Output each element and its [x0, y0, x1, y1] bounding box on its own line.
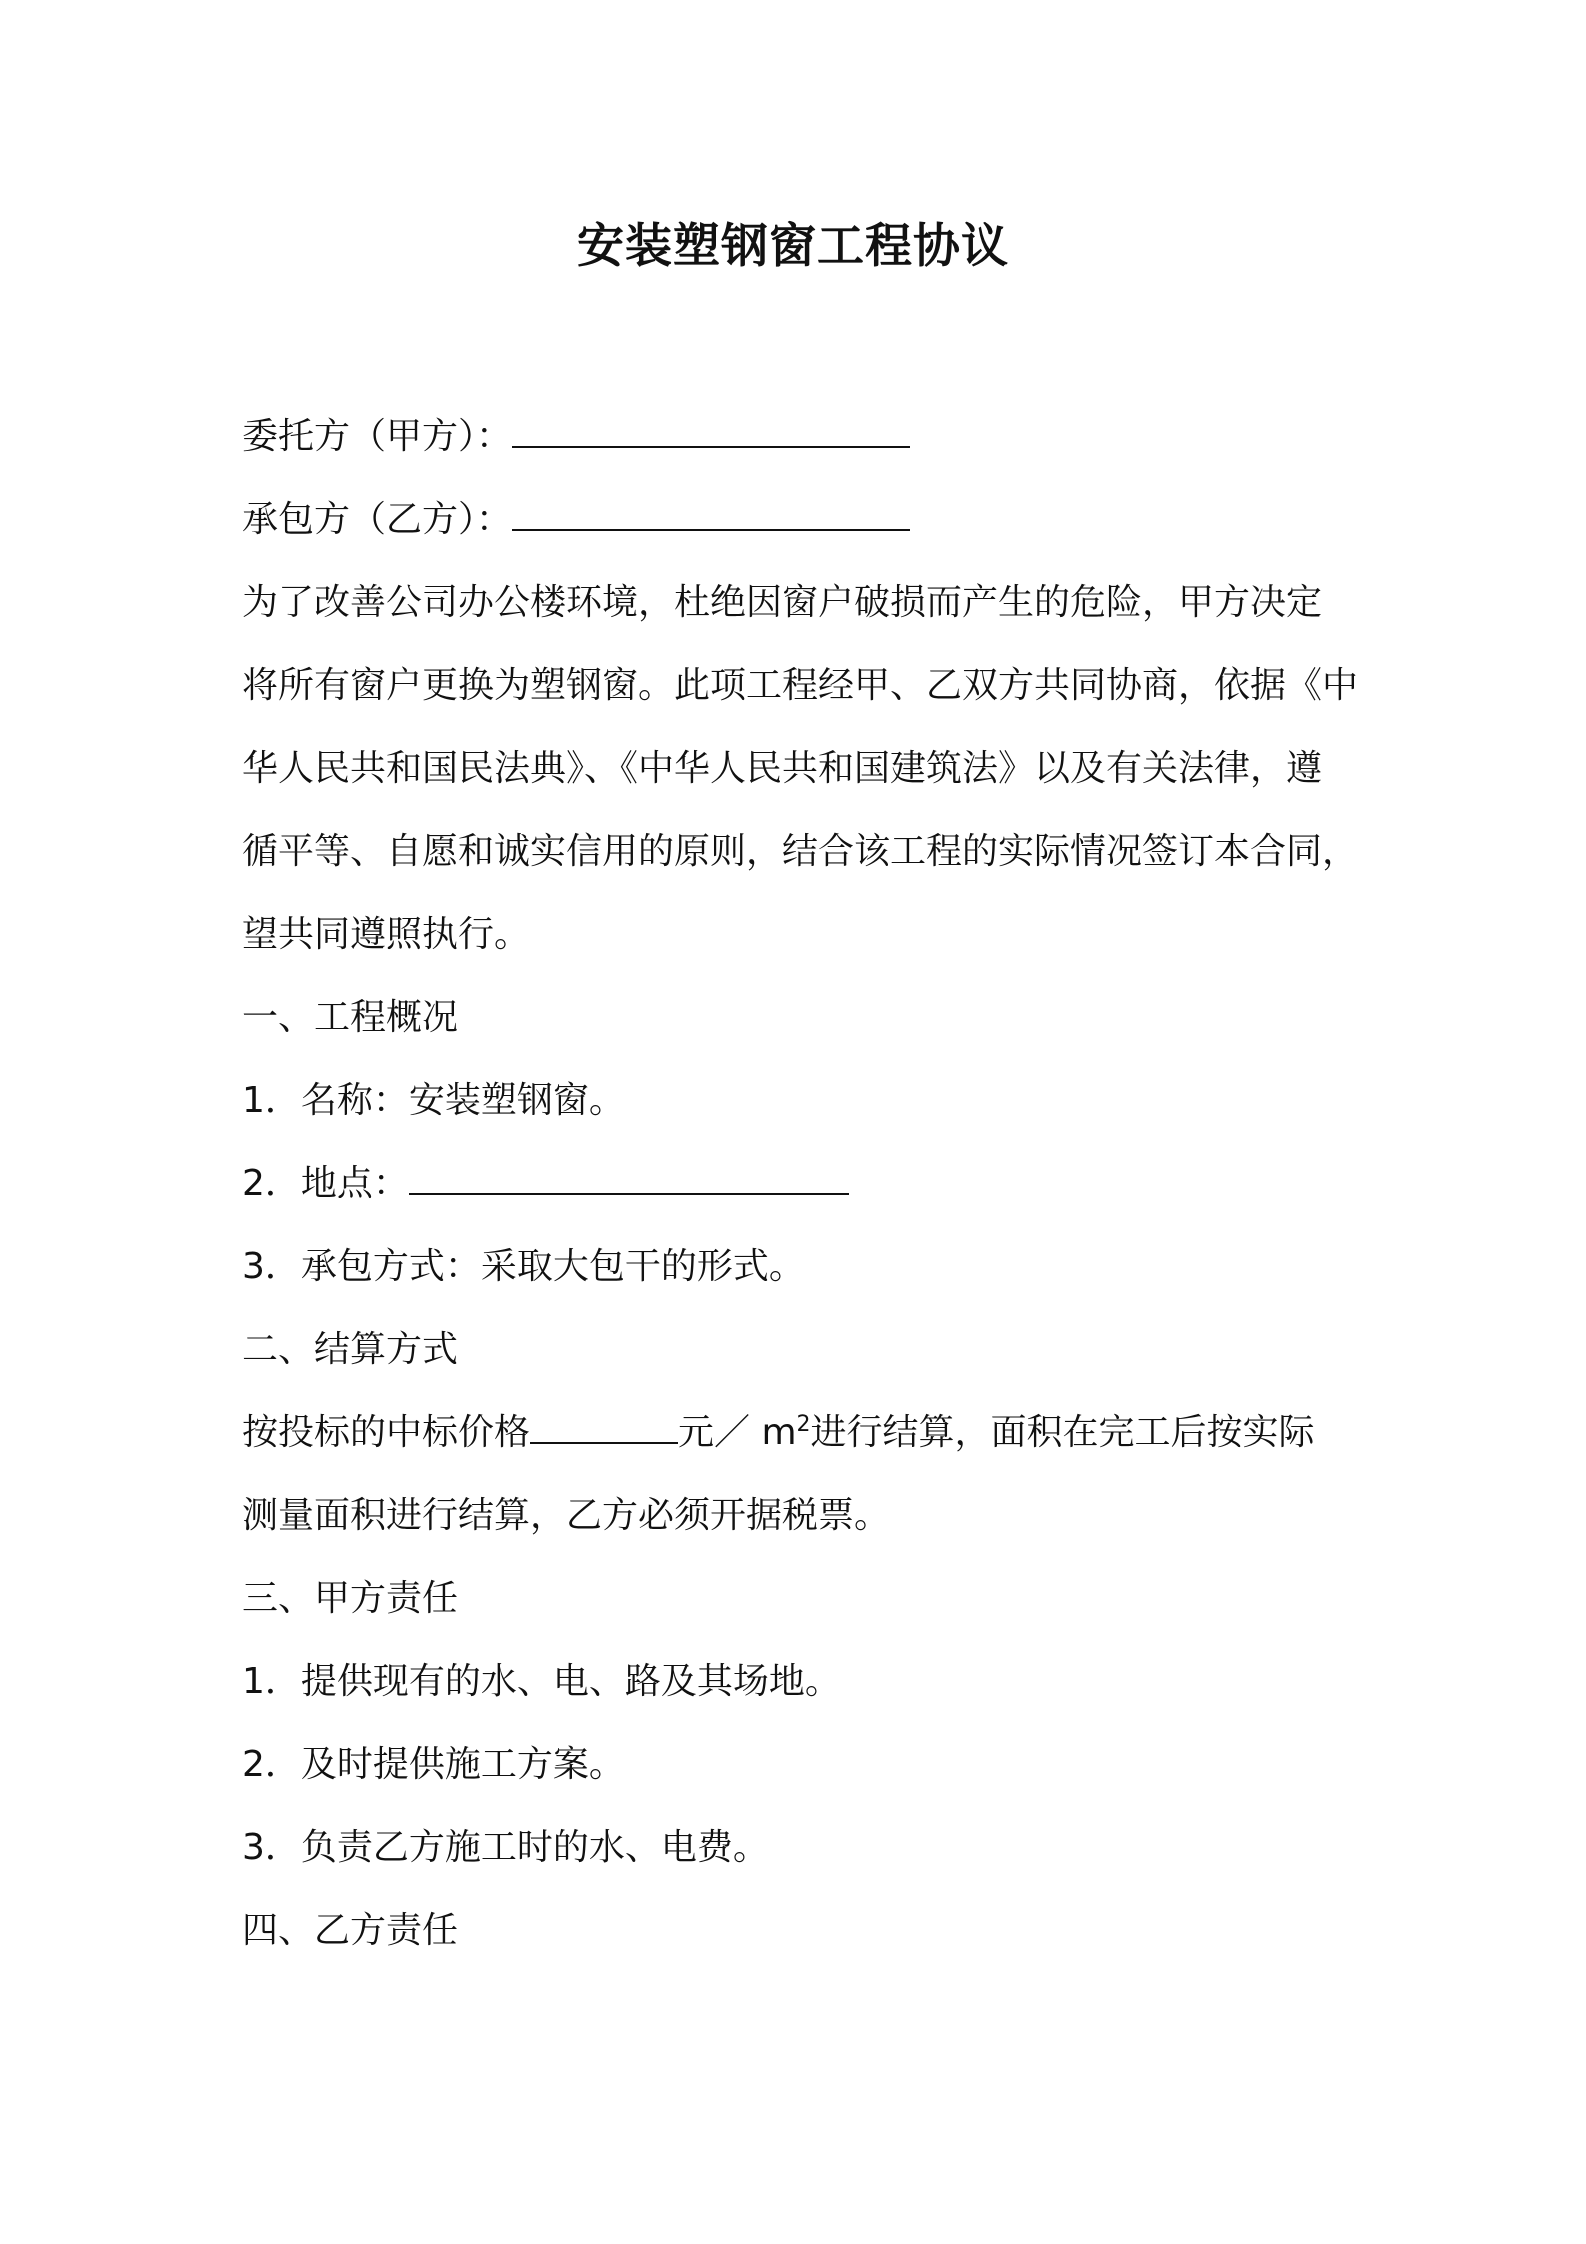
settlement-text-before: 按投标的中标价格 [242, 1412, 531, 1453]
party-a-line [242, 410, 910, 464]
party-b-line [242, 493, 910, 547]
party-b-blank [512, 495, 910, 531]
section-1-heading: 一、工程概况 [242, 997, 459, 1038]
party-a-label: 委托方（甲方）： [242, 416, 513, 457]
settlement-text-after: 进行结算，面积在完工后按实际 [810, 1412, 1315, 1453]
intro-line-1: 为了改善公司办公楼环境，杜绝因窗户破损而产生的危险，甲方决定 [242, 582, 1323, 623]
price-blank [530, 1408, 678, 1444]
document-title: 安装塑钢窗工程协议 [577, 219, 1009, 274]
intro-line-5: 望共同遵照执行。 [242, 914, 531, 955]
section-3-item-1: 1．提供现有的水、电、路及其场地。 [242, 1661, 841, 1702]
section-2-line-2: 测量面积进行结算，乙方必须开据税票。 [242, 1495, 891, 1536]
settlement-unit: 元／ m [678, 1412, 797, 1453]
section-1-item-1: 1．名称：安装塑钢窗。 [242, 1080, 625, 1121]
section-3-heading: 三、甲方责任 [242, 1578, 459, 1619]
party-b-label: 承包方（乙方）： [242, 499, 513, 540]
location-label: 2．地点： [242, 1163, 409, 1204]
section-2-heading: 二、结算方式 [242, 1329, 459, 1370]
party-a-blank [512, 412, 910, 448]
intro-line-4: 循平等、自愿和诚实信用的原则，结合该工程的实际情况签订本合同， [242, 831, 1359, 872]
intro-line-3: 华人民共和国民法典》、《中华人民共和国建筑法》以及有关法律，遵 [242, 748, 1323, 789]
section-3-item-3: 3．负责乙方施工时的水、电费。 [242, 1827, 769, 1868]
section-1-item-2 [242, 1157, 849, 1211]
section-4-heading: 四、乙方责任 [242, 1910, 459, 1951]
section-3-item-2: 2．及时提供施工方案。 [242, 1744, 625, 1785]
intro-line-2: 将所有窗户更换为塑钢窗。此项工程经甲、乙双方共同协商，依据《中 [242, 665, 1359, 706]
section-2-line-1 [242, 1406, 1315, 1460]
section-1-item-3: 3．承包方式：采取大包干的形式。 [242, 1246, 805, 1287]
location-blank [409, 1159, 849, 1195]
settlement-unit-exponent: 2 [796, 1412, 811, 1437]
